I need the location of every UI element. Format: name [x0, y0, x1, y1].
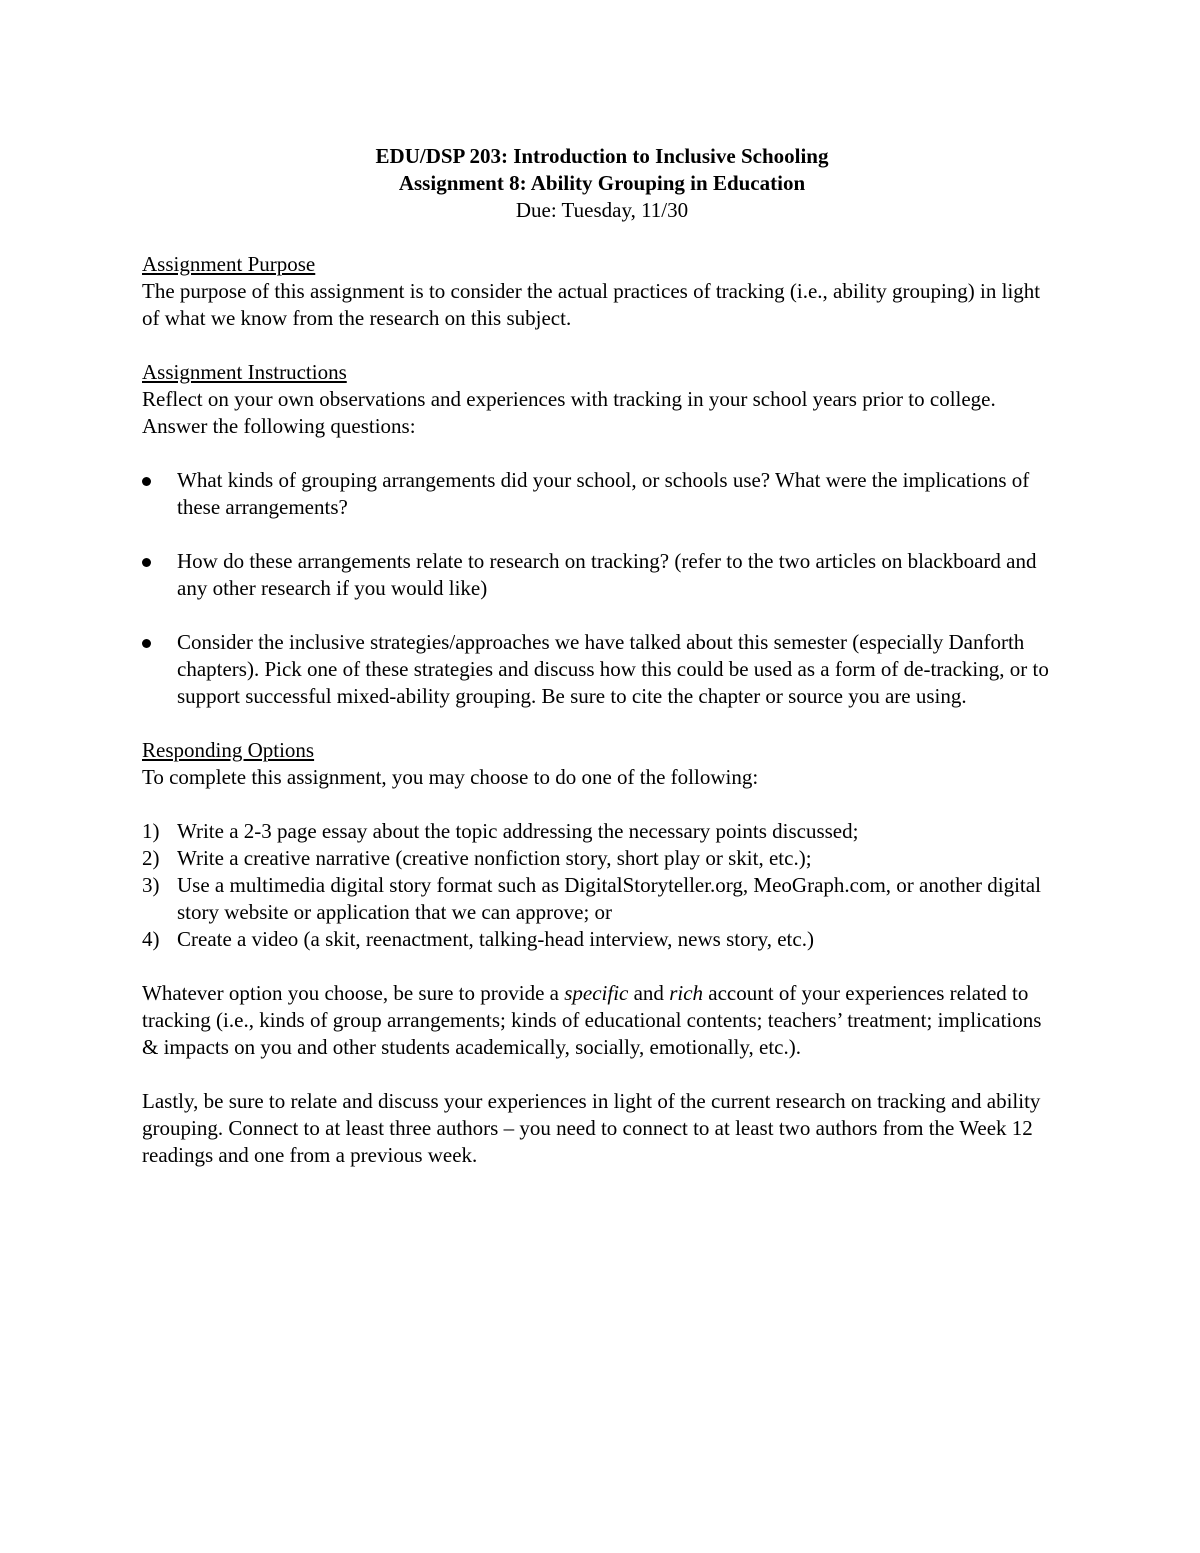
- document-header: [142, 143, 1062, 224]
- whatever-paragraph: [142, 980, 1062, 1061]
- options-list: [142, 818, 1062, 953]
- instructions-text: Reflect on your own observations and experiences with tracking in your school years prior to college. Answer the following questions:: [142, 387, 996, 438]
- spacer: [142, 440, 1062, 467]
- spacer: [142, 953, 1062, 980]
- spacer: [142, 332, 1062, 359]
- bullet-icon: [142, 558, 151, 567]
- due-date: Due: Tuesday, 11/30: [515, 198, 689, 222]
- option-number: 4): [142, 927, 160, 951]
- option-item: [142, 818, 1062, 845]
- question-list: [142, 467, 1062, 710]
- responding-heading: Responding Options: [142, 738, 315, 762]
- option-item: [142, 926, 1062, 953]
- option-item: [142, 872, 1062, 926]
- whatever-text-3: account of your experiences related to tracking (i.e., kinds of group arrangements; kinds of educational contents; teachers’ treatment; implications & impacts on you and other students academically, socially, emotionally, etc.).: [142, 981, 1042, 1059]
- assignment-title: Assignment 8: Ability Grouping in Education: [398, 171, 806, 195]
- option-text: Write a creative narrative (creative nonfiction story, short play or skit, etc.);: [177, 846, 812, 870]
- purpose-section: [142, 251, 1062, 332]
- instructions-section: [142, 359, 1062, 710]
- document-page: [142, 143, 1062, 1169]
- question-text: What kinds of grouping arrangements did your school, or schools use? What were the implications of these arrangements?: [177, 468, 1030, 519]
- spacer: [142, 1061, 1062, 1088]
- purpose-heading: Assignment Purpose: [142, 252, 316, 276]
- option-text: Use a multimedia digital story format such as DigitalStoryteller.org, MeoGraph.com, or another digital story website or application that we can approve; or: [177, 873, 1041, 924]
- question-item: [142, 629, 1062, 710]
- question-text: Consider the inclusive strategies/approaches we have talked about this semester (especially Danforth chapters). Pick one of these strategies and discuss how this could be used as a form of de-tracking, or to support successful mixed-ability grouping. Be sure to cite the chapter or source you are using.: [177, 630, 1049, 708]
- whatever-text-2: and: [628, 981, 670, 1005]
- lastly-paragraph: Lastly, be sure to relate and discuss your experiences in light of the current research on tracking and ability grouping. Connect to at least three authors – you need to connect to at least two authors from the Week 12 readings and one from a previous week.: [142, 1089, 1041, 1167]
- option-number: 1): [142, 819, 160, 843]
- bullet-icon: [142, 639, 151, 648]
- responding-section: [142, 737, 1062, 953]
- option-number: 3): [142, 873, 160, 897]
- spacer: [142, 791, 1062, 818]
- emphasis-specific: specific: [564, 981, 629, 1005]
- instructions-heading: Assignment Instructions: [142, 360, 347, 384]
- spacer: [142, 224, 1062, 251]
- option-item: [142, 845, 1062, 872]
- question-text: How do these arrangements relate to research on tracking? (refer to the two articles on blackboard and any other research if you would like): [177, 549, 1037, 600]
- emphasis-rich: rich: [669, 981, 704, 1005]
- spacer: [142, 710, 1062, 737]
- bullet-icon: [142, 477, 151, 486]
- option-text: Write a 2-3 page essay about the topic addressing the necessary points discussed;: [177, 819, 859, 843]
- option-number: 2): [142, 846, 160, 870]
- question-item: [142, 467, 1062, 521]
- whatever-text-1: Whatever option you choose, be sure to provide a: [142, 981, 565, 1005]
- course-title: EDU/DSP 203: Introduction to Inclusive Schooling: [375, 144, 829, 168]
- question-item: [142, 548, 1062, 602]
- responding-text: To complete this assignment, you may choose to do one of the following:: [142, 765, 759, 789]
- purpose-text: The purpose of this assignment is to consider the actual practices of tracking (i.e., ability grouping) in light of what we know from the research on this subject.: [142, 279, 1041, 330]
- option-text: Create a video (a skit, reenactment, talking-head interview, news story, etc.): [177, 927, 814, 951]
